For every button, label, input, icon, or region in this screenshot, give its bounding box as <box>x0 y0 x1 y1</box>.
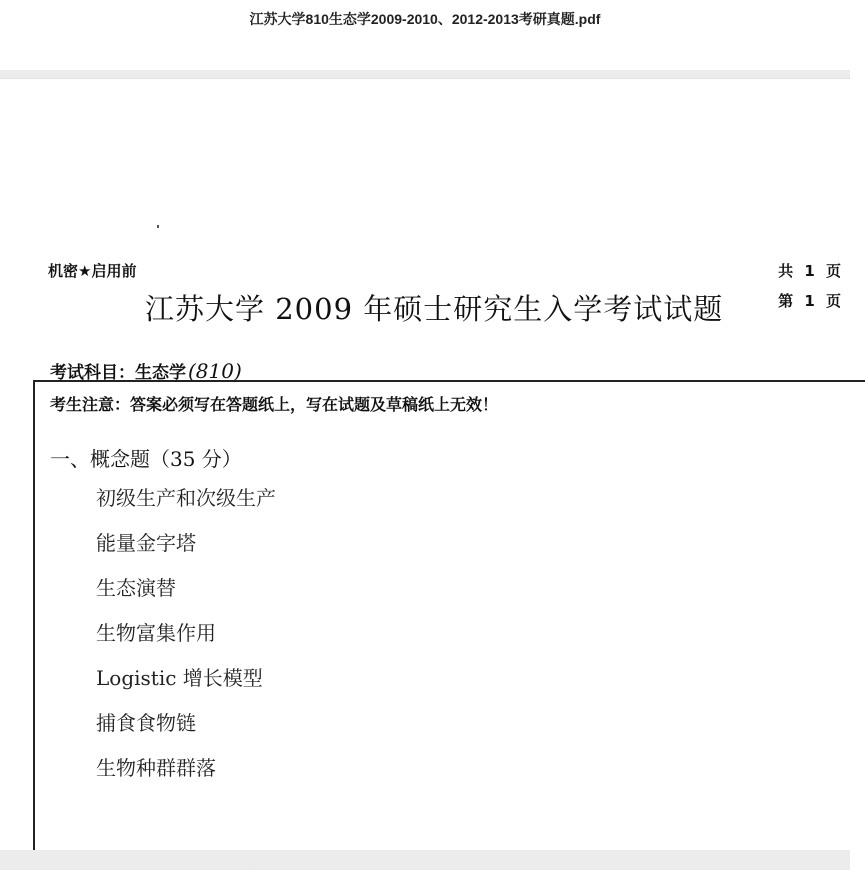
exam-notice: 考生注意：答案必须写在答题纸上，写在试题及草稿纸上无效！ <box>50 395 499 414</box>
exam-title: 江苏大学 2009 年硕士研究生入学考试试题 <box>145 292 724 326</box>
viewer-toolbar-strip <box>0 70 850 79</box>
concept-item: 生物种群群落 <box>96 756 216 780</box>
concept-item: 捕食食物链 <box>96 711 196 735</box>
title-bar <box>0 0 850 70</box>
concept-item: 生物富集作用 <box>96 621 216 645</box>
concept-item: Logistic 增长模型 <box>96 666 263 690</box>
secrecy-label: 机密★启用前 <box>48 262 137 280</box>
section-heading-concepts: 一、概念题（35 分） <box>50 447 242 471</box>
subject-code: (810) <box>188 359 242 383</box>
viewer-bottom-strip <box>0 850 850 870</box>
pdf-page[interactable] <box>0 79 850 849</box>
concept-list <box>96 482 276 797</box>
concept-item: 能量金字塔 <box>96 531 196 555</box>
page-total: 共 1 页 <box>778 262 844 280</box>
scan-speck <box>157 225 159 228</box>
concept-item: 初级生产和次级生产 <box>96 486 276 510</box>
subject-label: 考试科目：生态学 <box>50 363 186 383</box>
page-current: 第 1 页 <box>778 292 844 310</box>
document-title: 江苏大学810生态学2009-2010、2012-2013考研真题.pdf <box>249 11 601 27</box>
concept-item: 生态演替 <box>96 576 176 600</box>
